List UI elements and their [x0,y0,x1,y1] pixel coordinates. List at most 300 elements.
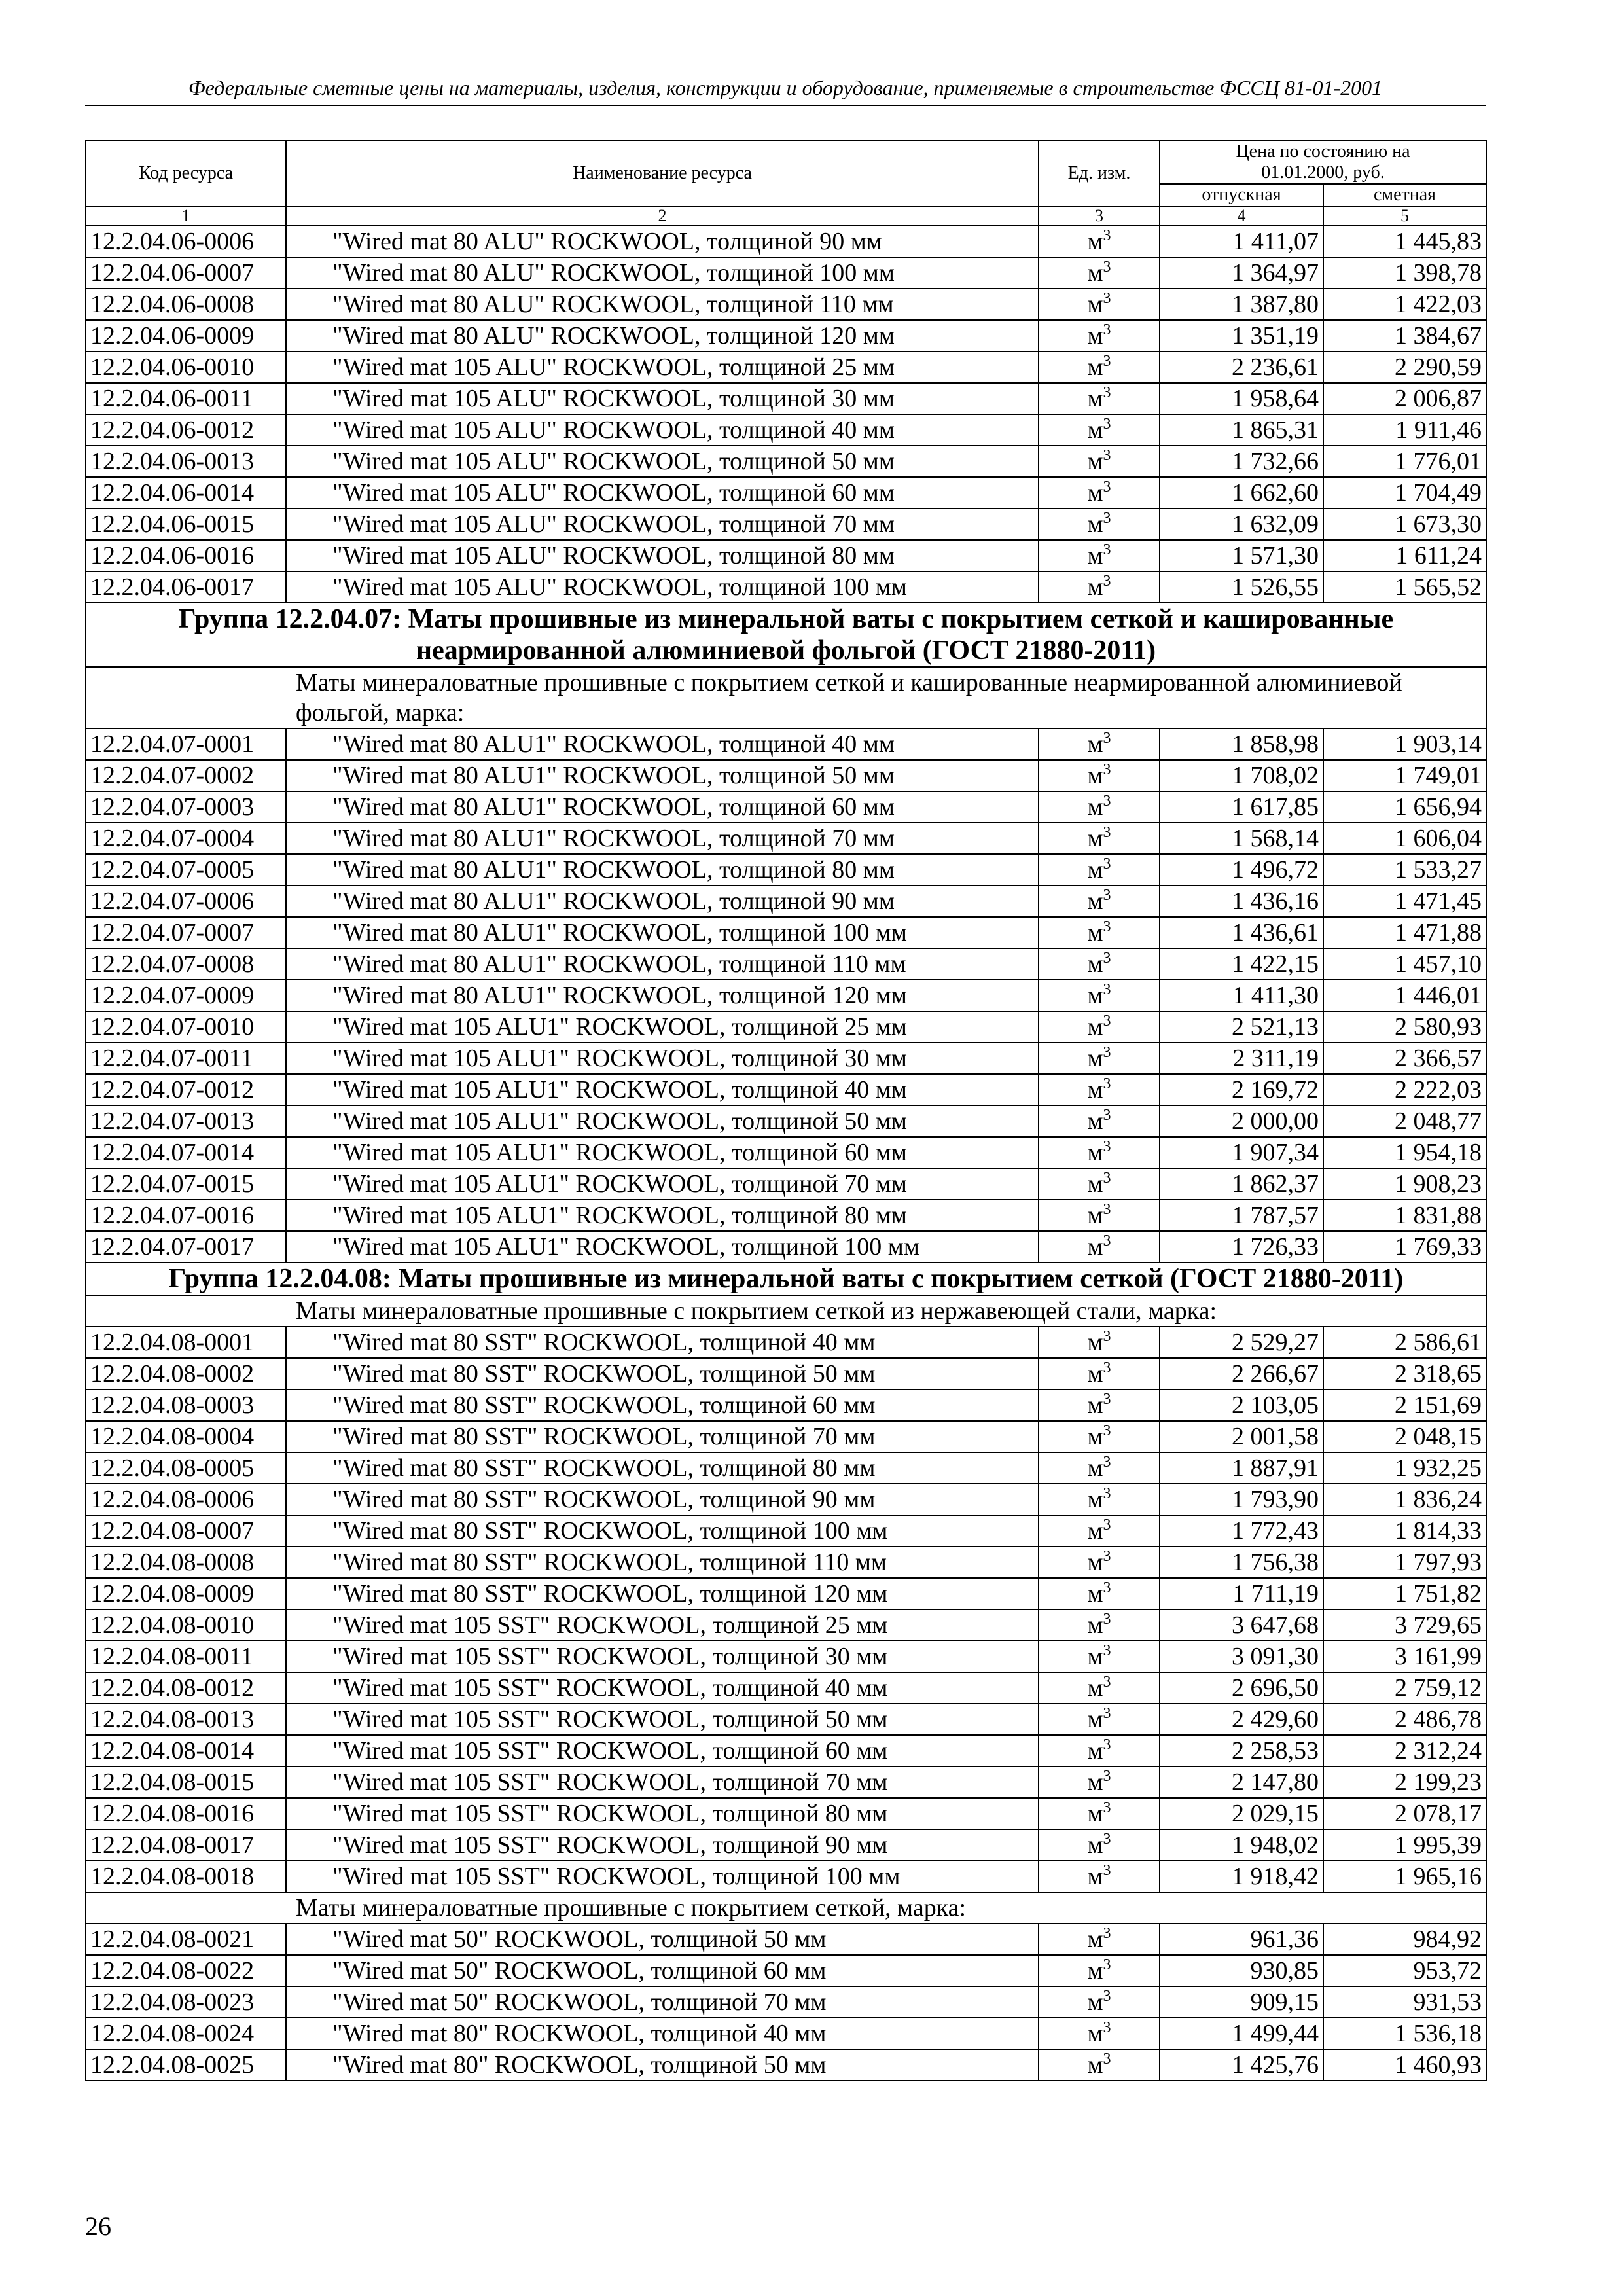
resource-code: 12.2.04.07-0014 [86,1137,286,1168]
page-number: 26 [85,2212,111,2241]
resource-name: "Wired mat 105 SST" ROCKWOOL, толщиной 25 мм [286,1609,1039,1641]
unit-base: м [1087,1863,1103,1890]
unit-cell [1039,1547,1160,1578]
table-row [86,1861,1486,1892]
unit-cell [1039,886,1160,917]
release-price: 1 948,02 [1160,1829,1323,1861]
resource-name: "Wired mat 105 ALU" ROCKWOOL, толщиной 40 мм [286,414,1039,446]
resource-code: 12.2.04.07-0005 [86,854,286,886]
table-row [86,1105,1486,1137]
group-heading-row [86,603,1486,667]
unit-cell [1039,226,1160,257]
resource-code: 12.2.04.08-0011 [86,1641,286,1672]
release-price: 2 000,00 [1160,1105,1323,1137]
unit-cell [1039,1484,1160,1515]
estimate-price: 984,92 [1323,1924,1486,1955]
estimate-price: 1 471,45 [1323,886,1486,917]
unit-power: 3 [1103,2019,1111,2036]
unit-power: 3 [1103,1485,1111,1502]
table-row [86,1168,1486,1200]
unit-power: 3 [1103,887,1111,904]
release-price: 1 726,33 [1160,1231,1323,1263]
running-header: Федеральные сметные цены на материалы, изделия, конструкции и оборудование, применяемые в строительстве ФССЦ 81-01-2001 [85,73,1486,106]
resource-name: "Wired mat 105 SST" ROCKWOOL, толщиной 90 мм [286,1829,1039,1861]
group-heading-row [86,1263,1486,1295]
header-release: отпускная [1160,184,1323,206]
release-price: 1 411,30 [1160,980,1323,1011]
unit-power: 3 [1103,1988,1111,2005]
estimate-price: 2 006,87 [1323,383,1486,414]
table-row [86,2049,1486,2081]
resource-code: 12.2.04.08-0004 [86,1421,286,1452]
release-price: 1 793,90 [1160,1484,1323,1515]
table-row [86,948,1486,980]
unit-base: м [1087,1737,1103,1765]
resource-name: "Wired mat 80 SST" ROCKWOOL, толщиной 50 мм [286,1358,1039,1390]
resource-name: "Wired mat 105 ALU1" ROCKWOOL, толщиной 70 мм [286,1168,1039,1200]
release-price: 1 865,31 [1160,414,1323,446]
unit-base: м [1087,1423,1103,1450]
table-row [86,540,1486,571]
resource-code: 12.2.04.07-0001 [86,728,286,760]
table-row [86,1672,1486,1704]
unit-cell [1039,351,1160,383]
estimate-price: 1 903,14 [1323,728,1486,760]
resource-code: 12.2.04.08-0009 [86,1578,286,1609]
release-price: 930,85 [1160,1955,1323,1986]
subgroup-label: Маты минераловатные прошивные с покрытием сеткой и кашированные неармированной алюминиевой фольгой, марка: [86,667,1486,728]
resource-code: 12.2.04.08-0025 [86,2049,286,2081]
release-price: 1 632,09 [1160,509,1323,540]
resource-name: "Wired mat 80 SST" ROCKWOOL, толщиной 60 мм [286,1390,1039,1421]
unit-base: м [1087,1674,1103,1702]
unit-cell [1039,1137,1160,1168]
table-row [86,351,1486,383]
release-price: 1 571,30 [1160,540,1323,571]
table-row [86,1704,1486,1735]
table-row [86,571,1486,603]
table-row [86,1484,1486,1515]
unit-power: 3 [1103,1768,1111,1785]
release-price: 1 568,14 [1160,823,1323,854]
subgroup-row [86,1295,1486,1327]
resource-code: 12.2.04.06-0010 [86,351,286,383]
estimate-price: 2 199,23 [1323,1767,1486,1798]
unit-base: м [1087,730,1103,758]
resource-name: "Wired mat 80 SST" ROCKWOOL, толщиной 120 мм [286,1578,1039,1609]
unit-base: м [1087,950,1103,978]
table-row [86,1609,1486,1641]
unit-cell [1039,1955,1160,1986]
table-row [86,1515,1486,1547]
release-price: 1 422,15 [1160,948,1323,980]
unit-power: 3 [1103,1925,1111,1942]
unit-power: 3 [1103,510,1111,527]
release-price: 2 169,72 [1160,1074,1323,1105]
estimate-price: 2 078,17 [1323,1798,1486,1829]
resource-code: 12.2.04.08-0014 [86,1735,286,1767]
resource-code: 12.2.04.08-0012 [86,1672,286,1704]
resource-code: 12.2.04.07-0017 [86,1231,286,1263]
release-price: 1 526,55 [1160,571,1323,603]
unit-power: 3 [1103,981,1111,998]
unit-base: м [1087,1643,1103,1670]
unit-base: м [1087,919,1103,946]
unit-power: 3 [1103,1107,1111,1124]
unit-power: 3 [1103,447,1111,464]
estimate-price: 1 776,01 [1323,446,1486,477]
unit-cell [1039,1829,1160,1861]
subgroup-label: Маты минераловатные прошивные с покрытием сеткой, марка: [86,1892,1486,1924]
column-number: 1 [86,206,286,226]
unit-base: м [1087,1486,1103,1513]
unit-base: м [1087,1202,1103,1229]
resource-code: 12.2.04.07-0003 [86,791,286,823]
unit-power: 3 [1103,2051,1111,2068]
unit-cell [1039,2049,1160,2081]
estimate-price: 1 911,46 [1323,414,1486,446]
resource-name: "Wired mat 105 SST" ROCKWOOL, толщиной 50 мм [286,1704,1039,1735]
estimate-price: 1 656,94 [1323,791,1486,823]
table-row [86,1200,1486,1231]
unit-power: 3 [1103,290,1111,307]
table-row [86,728,1486,760]
unit-power: 3 [1103,1044,1111,1061]
unit-cell [1039,980,1160,1011]
estimate-price: 1 769,33 [1323,1231,1486,1263]
unit-cell [1039,1390,1160,1421]
resource-code: 12.2.04.08-0002 [86,1358,286,1390]
column-number: 4 [1160,206,1323,226]
unit-power: 3 [1103,1736,1111,1753]
unit-base: м [1087,1391,1103,1419]
unit-power: 3 [1103,478,1111,495]
table-row [86,1452,1486,1484]
table-row [86,791,1486,823]
resource-name: "Wired mat 80 SST" ROCKWOOL, толщиной 100 мм [286,1515,1039,1547]
estimate-price: 2 759,12 [1323,1672,1486,1704]
unit-cell [1039,1452,1160,1484]
unit-base: м [1087,448,1103,475]
resource-name: "Wired mat 105 SST" ROCKWOOL, толщиной 60 мм [286,1735,1039,1767]
resource-code: 12.2.04.06-0013 [86,446,286,477]
unit-cell [1039,1327,1160,1358]
estimate-price: 1 536,18 [1323,2018,1486,2049]
release-price: 1 617,85 [1160,791,1323,823]
unit-base: м [1087,1107,1103,1135]
resource-code: 12.2.04.06-0011 [86,383,286,414]
resource-name: "Wired mat 80 ALU1" ROCKWOOL, толщиной 80 мм [286,854,1039,886]
unit-power: 3 [1103,1075,1111,1092]
resource-code: 12.2.04.06-0012 [86,414,286,446]
table-row [86,1421,1486,1452]
release-price: 2 001,58 [1160,1421,1323,1452]
unit-cell [1039,1358,1160,1390]
release-price: 2 103,05 [1160,1390,1323,1421]
resource-name: "Wired mat 50" ROCKWOOL, толщиной 70 мм [286,1986,1039,2018]
group-heading: Группа 12.2.04.08: Маты прошивные из минеральной ваты с покрытием сеткой (ГОСТ 21880-2011) [86,1263,1486,1295]
unit-base: м [1087,1580,1103,1607]
unit-base: м [1087,888,1103,915]
estimate-price: 953,72 [1323,1955,1486,1986]
resource-code: 12.2.04.07-0009 [86,980,286,1011]
release-price: 3 091,30 [1160,1641,1323,1672]
table-row [86,1011,1486,1043]
unit-cell [1039,1011,1160,1043]
estimate-price: 1 398,78 [1323,257,1486,289]
resource-code: 12.2.04.08-0024 [86,2018,286,2049]
unit-power: 3 [1103,1138,1111,1155]
unit-base: м [1087,1611,1103,1639]
unit-power: 3 [1103,227,1111,244]
column-number: 3 [1039,206,1160,226]
release-price: 1 787,57 [1160,1200,1323,1231]
estimate-price: 2 366,57 [1323,1043,1486,1074]
table-row [86,2018,1486,2049]
unit-cell [1039,289,1160,320]
unit-cell [1039,1767,1160,1798]
table-row [86,1327,1486,1358]
resource-code: 12.2.04.07-0006 [86,886,286,917]
subgroup-row [86,667,1486,728]
resource-code: 12.2.04.08-0007 [86,1515,286,1547]
unit-base: м [1087,385,1103,412]
table-row [86,823,1486,854]
release-price: 2 147,80 [1160,1767,1323,1798]
unit-power: 3 [1103,321,1111,338]
unit-power: 3 [1103,353,1111,370]
resource-code: 12.2.04.08-0015 [86,1767,286,1798]
group-heading: Группа 12.2.04.07: Маты прошивные из минеральной ваты с покрытием сеткой и кашированные неармированной алюминиевой фольгой (ГОСТ 21880-2011) [86,603,1486,667]
unit-cell [1039,1043,1160,1074]
unit-base: м [1087,1233,1103,1261]
estimate-price: 1 704,49 [1323,477,1486,509]
unit-base: м [1087,1329,1103,1356]
table-row [86,1641,1486,1672]
unit-power: 3 [1103,1232,1111,1249]
estimate-price: 1 836,24 [1323,1484,1486,1515]
unit-base: м [1087,353,1103,381]
unit-cell [1039,1074,1160,1105]
resource-name: "Wired mat 80 ALU" ROCKWOOL, толщиной 100 мм [286,257,1039,289]
estimate-price: 1 565,52 [1323,571,1486,603]
estimate-price: 1 751,82 [1323,1578,1486,1609]
resource-code: 12.2.04.08-0006 [86,1484,286,1515]
estimate-price: 1 533,27 [1323,854,1486,886]
release-price: 961,36 [1160,1924,1323,1955]
unit-cell [1039,414,1160,446]
header-name: Наименование ресурса [286,141,1039,206]
unit-power: 3 [1103,259,1111,276]
unit-cell [1039,1578,1160,1609]
unit-power: 3 [1103,541,1111,558]
unit-base: м [1087,511,1103,538]
unit-base: м [1087,1360,1103,1388]
release-price: 1 907,34 [1160,1137,1323,1168]
header-price: Цена по состоянию на 01.01.2000, руб. [1160,141,1486,184]
unit-cell [1039,1168,1160,1200]
resource-name: "Wired mat 80 ALU" ROCKWOOL, толщиной 110 мм [286,289,1039,320]
unit-cell [1039,540,1160,571]
unit-power: 3 [1103,1359,1111,1376]
table-row [86,1798,1486,1829]
unit-base: м [1087,1517,1103,1545]
resource-name: "Wired mat 80 ALU1" ROCKWOOL, толщиной 120 мм [286,980,1039,1011]
resource-name: "Wired mat 105 ALU1" ROCKWOOL, толщиной 25 мм [286,1011,1039,1043]
unit-power: 3 [1103,824,1111,841]
unit-power: 3 [1103,384,1111,401]
release-price: 2 266,67 [1160,1358,1323,1390]
release-price: 2 529,27 [1160,1327,1323,1358]
estimate-price: 2 151,69 [1323,1390,1486,1421]
resource-name: "Wired mat 80 ALU1" ROCKWOOL, толщиной 100 мм [286,917,1039,948]
unit-cell [1039,1105,1160,1137]
release-price: 1 772,43 [1160,1515,1323,1547]
estimate-price: 1 908,23 [1323,1168,1486,1200]
resource-code: 12.2.04.06-0014 [86,477,286,509]
table-row [86,1137,1486,1168]
column-number: 2 [286,206,1039,226]
resource-code: 12.2.04.08-0021 [86,1924,286,1955]
unit-power: 3 [1103,761,1111,778]
resource-code: 12.2.04.07-0012 [86,1074,286,1105]
release-price: 1 662,60 [1160,477,1323,509]
unit-base: м [1087,2020,1103,2047]
unit-base: м [1087,1170,1103,1198]
unit-base: м [1087,1549,1103,1576]
resource-code: 12.2.04.08-0013 [86,1704,286,1735]
release-price: 1 711,19 [1160,1578,1323,1609]
resource-name: "Wired mat 105 ALU" ROCKWOOL, толщиной 100 мм [286,571,1039,603]
unit-cell [1039,1609,1160,1641]
table-row [86,917,1486,948]
unit-base: м [1087,1013,1103,1041]
estimate-price: 1 611,24 [1323,540,1486,571]
table-row [86,1043,1486,1074]
table-row [86,1231,1486,1263]
unit-base: м [1087,1045,1103,1072]
unit-cell [1039,509,1160,540]
unit-cell [1039,1515,1160,1547]
unit-base: м [1087,228,1103,255]
estimate-price: 1 932,25 [1323,1452,1486,1484]
column-number: 5 [1323,206,1486,226]
unit-base: м [1087,479,1103,507]
unit-cell [1039,320,1160,351]
release-price: 1 958,64 [1160,383,1323,414]
table-row [86,1924,1486,1955]
resource-name: "Wired mat 105 ALU" ROCKWOOL, толщиной 50 мм [286,446,1039,477]
table-row [86,980,1486,1011]
resource-code: 12.2.04.07-0004 [86,823,286,854]
resource-name: "Wired mat 80 SST" ROCKWOOL, толщиной 90 мм [286,1484,1039,1515]
unit-base: м [1087,259,1103,287]
resource-code: 12.2.04.08-0008 [86,1547,286,1578]
resource-name: "Wired mat 80 ALU1" ROCKWOOL, толщиной 70 мм [286,823,1039,854]
estimate-price: 2 586,61 [1323,1327,1486,1358]
resource-name: "Wired mat 105 ALU" ROCKWOOL, толщиной 70 мм [286,509,1039,540]
unit-cell [1039,477,1160,509]
unit-base: м [1087,1957,1103,1984]
table-row [86,446,1486,477]
unit-base: м [1087,322,1103,350]
resource-name: "Wired mat 105 ALU1" ROCKWOOL, толщиной 30 мм [286,1043,1039,1074]
table-row [86,1547,1486,1578]
unit-power: 3 [1103,1862,1111,1879]
unit-power: 3 [1103,1201,1111,1218]
header-estimate: сметная [1323,184,1486,206]
resource-code: 12.2.04.08-0017 [86,1829,286,1861]
estimate-price: 1 457,10 [1323,948,1486,980]
unit-cell [1039,446,1160,477]
estimate-price: 1 445,83 [1323,226,1486,257]
unit-power: 3 [1103,573,1111,590]
resource-code: 12.2.04.07-0013 [86,1105,286,1137]
unit-power: 3 [1103,950,1111,967]
unit-base: м [1087,762,1103,789]
release-price: 1 351,19 [1160,320,1323,351]
release-price: 1 756,38 [1160,1547,1323,1578]
table-row [86,854,1486,886]
table-row [86,289,1486,320]
estimate-price: 2 486,78 [1323,1704,1486,1735]
unit-base: м [1087,573,1103,601]
resource-code: 12.2.04.07-0002 [86,760,286,791]
unit-cell [1039,823,1160,854]
release-price: 2 429,60 [1160,1704,1323,1735]
unit-cell [1039,948,1160,980]
unit-cell [1039,1200,1160,1231]
subgroup-label: Маты минераловатные прошивные с покрытием сеткой из нержавеющей стали, марка: [86,1295,1486,1327]
resource-name: "Wired mat 105 SST" ROCKWOOL, толщиной 100 мм [286,1861,1039,1892]
release-price: 2 236,61 [1160,351,1323,383]
estimate-price: 2 222,03 [1323,1074,1486,1105]
resource-name: "Wired mat 80 ALU1" ROCKWOOL, толщиной 90 мм [286,886,1039,917]
unit-base: м [1087,542,1103,569]
unit-base: м [1087,416,1103,444]
resource-name: "Wired mat 80" ROCKWOOL, толщиной 50 мм [286,2049,1039,2081]
resource-name: "Wired mat 105 ALU1" ROCKWOOL, толщиной 60 мм [286,1137,1039,1168]
unit-cell [1039,1421,1160,1452]
unit-power: 3 [1103,1454,1111,1471]
resource-name: "Wired mat 105 ALU1" ROCKWOOL, толщиной 50 мм [286,1105,1039,1137]
release-price: 1 499,44 [1160,2018,1323,2049]
release-price: 2 521,13 [1160,1011,1323,1043]
unit-power: 3 [1103,1013,1111,1030]
table-row [86,1955,1486,1986]
table-row [86,257,1486,289]
table-row [86,1767,1486,1798]
resource-name: "Wired mat 105 ALU" ROCKWOOL, толщиной 60 мм [286,477,1039,509]
resource-code: 12.2.04.07-0015 [86,1168,286,1200]
resource-code: 12.2.04.06-0008 [86,289,286,320]
unit-power: 3 [1103,1391,1111,1408]
unit-power: 3 [1103,1548,1111,1565]
unit-power: 3 [1103,1611,1111,1628]
unit-power: 3 [1103,1328,1111,1345]
unit-cell [1039,1641,1160,1672]
header-code: Код ресурса [86,141,286,206]
resource-code: 12.2.04.08-0018 [86,1861,286,1892]
table-row [86,414,1486,446]
resource-code: 12.2.04.08-0010 [86,1609,286,1641]
resource-name: "Wired mat 105 ALU" ROCKWOOL, толщиной 80 мм [286,540,1039,571]
release-price: 1 425,76 [1160,2049,1323,2081]
estimate-price: 2 048,77 [1323,1105,1486,1137]
resource-code: 12.2.04.08-0023 [86,1986,286,2018]
unit-cell [1039,1231,1160,1263]
estimate-price: 1 814,33 [1323,1515,1486,1547]
